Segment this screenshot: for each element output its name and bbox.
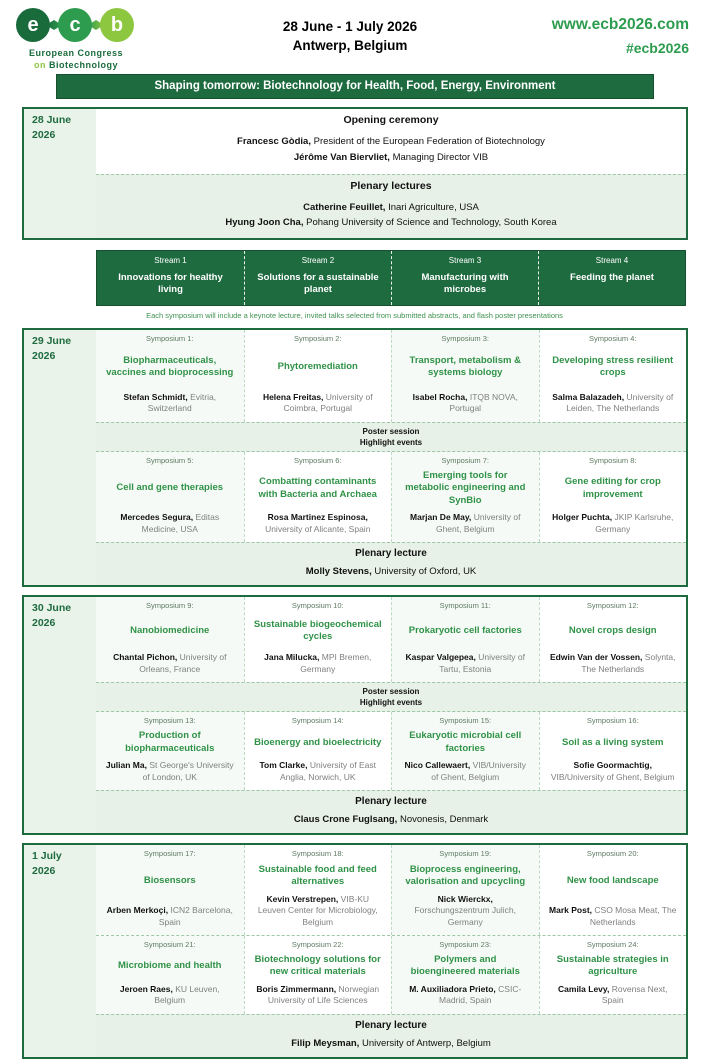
stream-1-header [97, 251, 244, 305]
symposium-13-label: Symposium 13: [143, 716, 196, 726]
plenary-lectures-heading: Plenary lectures [350, 179, 432, 192]
symposium-21-speaker: Jeroen Raes, KU Leuven, Belgium [119, 983, 220, 1006]
symposium-16-title: Soil as a living system [562, 736, 664, 748]
symposium-8-title: Gene editing for crop improvement [564, 476, 661, 500]
symposium-3-speaker: Isabel Rocha, ITQB NOVA, Portugal [412, 391, 518, 414]
event-links [514, 8, 689, 56]
symposium-17-title: Biosensors [143, 875, 196, 887]
symposium-6-title: Combatting contaminants with Bacteria and Archaea [258, 476, 377, 500]
symposium-4-cell [539, 330, 687, 422]
symposium-8-speaker: Holger Puchta, JKIP Karlsruhe, Germany [552, 512, 674, 534]
website-link[interactable]: www.ecb2026.com [551, 16, 689, 33]
logo-letter-c: c [58, 8, 92, 42]
symposium-24-title: Sustainable strategies in agriculture [556, 954, 669, 978]
tagline-banner: Shaping tomorrow: Biotechnology for Health, Food, Energy, Environment [56, 74, 654, 99]
symposium-1-speaker: Stefan Schmidt, Evitria, Switzerland [123, 391, 217, 414]
symposium-3-cell [391, 330, 539, 422]
symposium-7-cell [391, 452, 539, 542]
ecb-logo [16, 8, 186, 71]
symposium-6-label: Symposium 6: [293, 456, 342, 466]
plenary-speaker: Filip Meysman, University of Antwerp, Belgium [291, 1037, 491, 1049]
symposium-22-title: Biotechnology solutions for new critical materials [254, 954, 381, 978]
symposium-20-speaker: Mark Post, CSO Mosa Meat, The Netherlands [549, 905, 677, 927]
symposium-19-title: Bioprocess engineering, valorisation and upcycling [405, 863, 526, 887]
opening-ceremony-section [96, 109, 686, 174]
logo-subtitle [16, 47, 136, 71]
symposium-6-speaker: Rosa Martinez Espinosa, University of Alicante, Spain [265, 512, 371, 534]
day-date-29-june: 29 June 2026 [24, 330, 96, 585]
symposium-18-label: Symposium 18: [291, 849, 344, 859]
symposium-20-title: New food landscape [566, 875, 659, 887]
symposium-5-label: Symposium 5: [145, 456, 194, 466]
symposium-2-speaker: Helena Freitas, University of Coimbra, Portugal [262, 391, 373, 414]
symposium-row-21-24 [96, 935, 686, 1014]
symposium-16-speaker: Sofie Goormachtig, VIB/University of Ghent, Belgium [550, 760, 675, 782]
day-block-30-june [22, 595, 688, 835]
symposium-12-title: Novel crops design [568, 624, 657, 636]
symposium-11-speaker: Kaspar Valgepea, University of Tartu, Estonia [405, 652, 526, 674]
event-hashtag: #ecb2026 [625, 40, 689, 56]
stream-4-title: Feeding the planet [570, 272, 654, 284]
symposium-24-cell [539, 936, 687, 1014]
symposium-1-cell [96, 330, 244, 422]
symposium-16-cell [539, 712, 687, 790]
symposium-16-label: Symposium 16: [586, 716, 639, 726]
logo-letter-e: e [16, 8, 50, 42]
symposium-9-cell [96, 597, 244, 682]
logo-subtitle-line2: on Biotechnology [33, 60, 118, 71]
symposium-8-label: Symposium 8: [588, 456, 637, 466]
symposium-20-cell [539, 845, 687, 935]
stream-3-header [391, 251, 538, 305]
stream-3-title: Manufacturing with microbes [421, 272, 509, 296]
plenary-lectures-section [96, 174, 686, 239]
symposium-4-label: Symposium 4: [588, 333, 637, 343]
symposium-17-label: Symposium 17: [143, 849, 196, 859]
symposium-12-label: Symposium 12: [586, 601, 639, 611]
symposium-9-speaker: Chantal Pichon, University of Orleans, France [113, 652, 227, 674]
plenary-lecture-29-june [96, 542, 686, 585]
event-dates: 28 June - 1 July 2026 [282, 19, 418, 34]
symposium-row-1-4 [96, 330, 686, 422]
ecb-logo-mark [16, 8, 186, 42]
symposium-19-cell [391, 845, 539, 935]
symposium-22-speaker: Boris Zimmermann, Norwegian University of Life Sciences [256, 983, 380, 1006]
day-date-28-june: 28 June 2026 [24, 109, 96, 238]
plenary-speaker: Hyung Joon Cha, Pohang University of Science and Technology, South Korea [225, 217, 557, 229]
symposium-18-title: Sustainable food and feed alternatives [258, 863, 377, 887]
stream-1-label: Stream 1 [154, 256, 187, 266]
symposium-14-title: Bioenergy and bioelectricity [254, 736, 382, 748]
symposium-10-cell [244, 597, 392, 682]
symposium-15-speaker: Nico Callewaert, VIB/University of Ghent, Belgium [404, 760, 526, 782]
symposium-13-title: Production of biopharmaceuticals [125, 730, 215, 754]
symposium-19-speaker: Nick Wierckx, Forschungszentrum Julich, Germany [414, 893, 517, 927]
plenary-lecture-30-june [96, 790, 686, 833]
symposium-11-cell [391, 597, 539, 682]
symposium-row-13-16 [96, 712, 686, 790]
symposium-23-title: Polymers and bioengineered materials [410, 954, 520, 978]
plenary-lecture-1-july [96, 1014, 686, 1057]
symposium-9-label: Symposium 9: [145, 601, 194, 611]
stream-1-title: Innovations for healthy living [118, 272, 223, 296]
plenary-heading: Plenary lecture [355, 548, 427, 560]
symposium-14-speaker: Tom Clarke, University of East Anglia, Norwich, UK [259, 760, 377, 782]
plenary-speaker: Molly Stevens, University of Oxford, UK [305, 566, 477, 578]
symposium-12-speaker: Edwin Van der Vossen, Solynta, The Netherlands [549, 652, 676, 674]
symposium-2-cell [244, 330, 392, 422]
opening-ceremony-heading: Opening ceremony [343, 114, 439, 126]
symposium-11-title: Prokaryotic cell factories [408, 624, 522, 636]
stream-2-label: Stream 2 [301, 256, 335, 266]
plenary-speaker: Catherine Feuillet, Inari Agriculture, USA [303, 201, 479, 213]
symposium-23-cell [391, 936, 539, 1014]
symposium-row-9-12 [96, 597, 686, 682]
symposium-11-label: Symposium 11: [439, 601, 491, 611]
symposium-23-speaker: M. Auxiliadora Prieto, CSIC-Madrid, Spain [409, 983, 522, 1006]
streams-header [96, 250, 686, 306]
symposium-13-speaker: Julian Ma, St George's University of London, UK [105, 760, 234, 782]
symposium-1-label: Symposium 1: [145, 333, 194, 343]
symposium-7-label: Symposium 7: [441, 456, 490, 466]
day-date-1-july: 1 July 2026 [24, 845, 96, 1057]
symposium-18-cell [244, 845, 392, 935]
symposium-18-speaker: Kevin Verstrepen, VIB-KU Leuven Center for Microbiology, Belgium [257, 893, 378, 927]
symposium-12-cell [539, 597, 687, 682]
symposium-24-label: Symposium 24: [586, 940, 639, 950]
poster-session-bar: Poster session Highlight events [96, 682, 686, 712]
symposium-15-title: Eukaryotic microbial cell factories [409, 730, 522, 754]
opening-speaker: Jérôme Van Biervliet, Managing Director VIB [293, 151, 489, 163]
day-date-30-june: 30 June 2026 [24, 597, 96, 833]
day-block-29-june [22, 328, 688, 587]
plenary-heading: Plenary lecture [355, 1019, 427, 1031]
symposium-19-label: Symposium 19: [439, 849, 492, 859]
symposium-8-cell [539, 452, 687, 542]
symposium-2-title: Phytoremediation [277, 361, 358, 373]
symposium-20-label: Symposium 20: [586, 849, 639, 859]
event-dates-location [186, 8, 514, 56]
symposium-2-label: Symposium 2: [293, 333, 342, 343]
plenary-speaker: Claus Crone Fuglsang, Novonesis, Denmark [293, 814, 489, 826]
stream-2-header [244, 251, 391, 305]
logo-letter-b: b [100, 8, 134, 42]
symposium-note: Each symposium will include a keynote lecture, invited talks selected from submitted abstracts, and flash poster presentations [146, 310, 563, 320]
symposium-14-label: Symposium 14: [291, 716, 344, 726]
symposium-17-cell [96, 845, 244, 935]
symposium-7-title: Emerging tools for metabolic engineering and SynBio [405, 470, 526, 506]
stream-2-title: Solutions for a sustainable planet [257, 272, 379, 296]
symposium-23-label: Symposium 23: [439, 940, 492, 950]
event-location: Antwerp, Belgium [292, 37, 408, 53]
plenary-heading: Plenary lecture [355, 796, 427, 808]
symposium-3-label: Symposium 3: [441, 333, 490, 343]
symposium-21-label: Symposium 21: [143, 940, 196, 950]
symposium-17-speaker: Arben Merkoçi, ICN2 Barcelona, Spain [106, 905, 233, 927]
page-header [0, 0, 709, 70]
symposium-5-speaker: Mercedes Segura, Editas Medicine, USA [120, 512, 220, 534]
symposium-22-cell [244, 936, 392, 1014]
poster-session-bar: Poster session Highlight events [96, 422, 686, 452]
symposium-21-title: Microbiome and health [118, 960, 222, 972]
symposium-5-title: Cell and gene therapies [116, 482, 224, 494]
symposium-15-label: Symposium 15: [439, 716, 492, 726]
symposium-15-cell [391, 712, 539, 790]
day-block-1-july [22, 843, 688, 1059]
symposium-3-title: Transport, metabolism & systems biology [409, 354, 521, 379]
opening-speaker: Francesc Gòdia, President of the European Federation of Biotechnology [237, 136, 545, 147]
symposium-4-title: Developing stress resilient crops [552, 354, 674, 379]
stream-4-header [538, 251, 685, 305]
stream-4-label: Stream 4 [595, 256, 629, 266]
symposium-10-title: Sustainable biogeochemical cycles [253, 618, 382, 643]
symposium-13-cell [96, 712, 244, 790]
symposium-row-17-20 [96, 845, 686, 935]
symposium-6-cell [244, 452, 392, 542]
symposium-7-speaker: Marjan De May, University of Ghent, Belgium [410, 512, 521, 534]
symposium-21-cell [96, 936, 244, 1014]
symposium-10-speaker: Jana Milucka, MPI Bremen, Germany [264, 652, 372, 674]
symposium-10-label: Symposium 10: [291, 601, 344, 611]
symposium-row-5-8 [96, 452, 686, 542]
symposium-22-label: Symposium 22: [291, 940, 344, 950]
symposium-14-cell [244, 712, 392, 790]
symposium-1-title: Biopharmaceuticals, vaccines and bioprocessing [106, 354, 234, 379]
day-block-28-june [22, 107, 688, 240]
logo-subtitle-line1: European Congress [28, 48, 124, 58]
symposium-5-cell [96, 452, 244, 542]
symposium-9-title: Nanobiomedicine [130, 624, 210, 636]
symposium-4-speaker: Salma Balazadeh, University of Leiden, The Netherlands [552, 391, 674, 414]
stream-3-label: Stream 3 [448, 256, 482, 266]
symposium-24-speaker: Camila Levy, Rovensa Next, Spain [558, 983, 668, 1006]
